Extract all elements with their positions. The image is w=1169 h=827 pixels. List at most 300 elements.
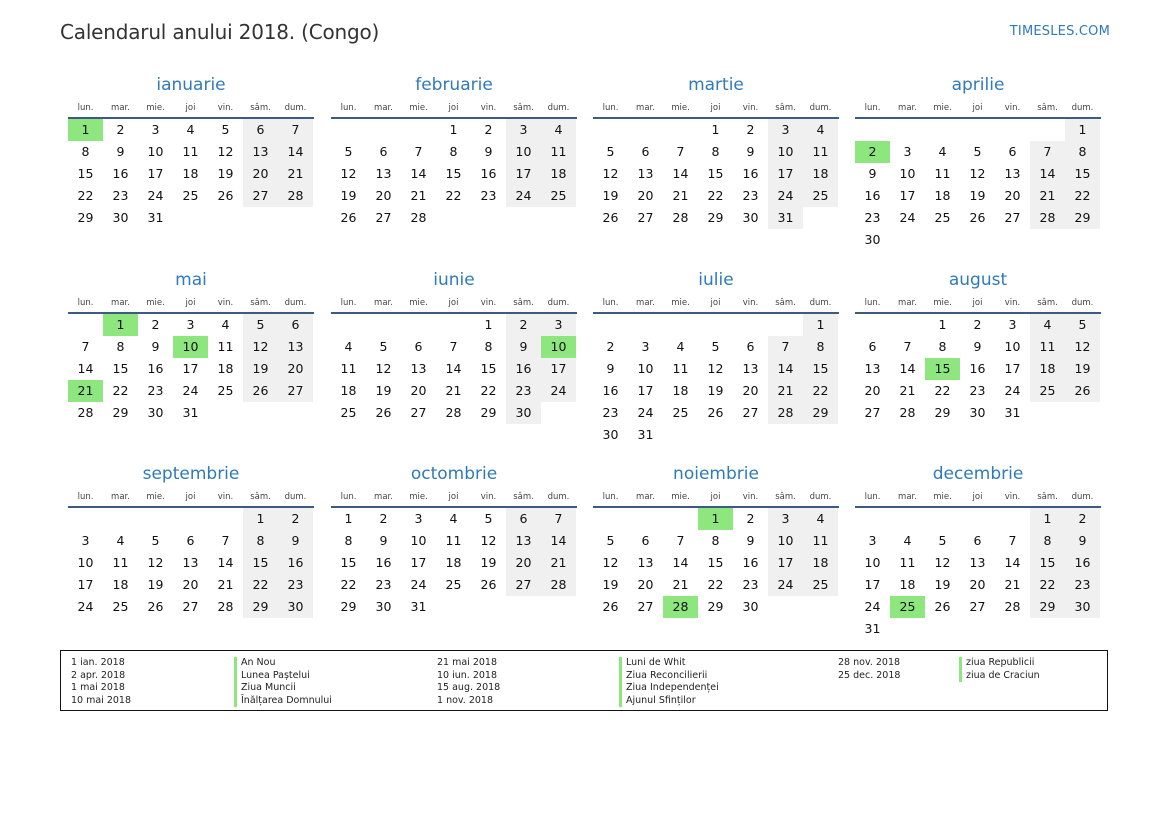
weekday-header (855, 99, 1101, 117)
day-cell: 7 (541, 508, 576, 530)
day-cell: 23 (602, 405, 619, 420)
weekday-label: vin. (480, 492, 497, 502)
month-octombrie (331, 462, 577, 618)
weekday-label: mar. (636, 298, 655, 308)
day-cell: 18 (445, 555, 462, 570)
empty-cell (103, 508, 138, 530)
day-cell: 6 (243, 119, 278, 141)
day-cell: 4 (186, 122, 195, 137)
day-cell: 25 (1030, 380, 1065, 402)
day-cell: 13 (1004, 166, 1021, 181)
day-cell: 30 (742, 599, 759, 614)
day-cell: 13 (864, 361, 881, 376)
day-cell: 21 (899, 383, 916, 398)
day-cell: 15 (1065, 163, 1100, 185)
day-cell: 12 (602, 555, 619, 570)
day-cell: 7 (278, 119, 313, 141)
weekday-label: vin. (742, 298, 759, 308)
day-cell: 26 (480, 577, 497, 592)
empty-cell (68, 314, 103, 336)
month-aprilie (855, 73, 1101, 251)
day-cell: 26 (934, 599, 951, 614)
holiday-day-cell: 25 (890, 596, 925, 618)
weekday-label: joi (972, 298, 983, 308)
weekday-label: sâm. (775, 103, 796, 113)
day-cell: 20 (969, 577, 986, 592)
weekday-header (593, 99, 839, 117)
weekday-label: sâm. (1037, 492, 1058, 502)
day-cell: 17 (768, 163, 803, 185)
empty-cell (1030, 119, 1065, 141)
weekday-label: dum. (547, 492, 570, 502)
day-cell: 24 (77, 599, 94, 614)
day-cell: 25 (340, 405, 357, 420)
day-cell: 11 (803, 530, 838, 552)
legend-holiday-name: An Nou (234, 657, 332, 670)
legend-date: 15 aug. 2018 (437, 682, 501, 694)
day-cell: 20 (410, 383, 427, 398)
weekday-label: lun. (602, 103, 619, 113)
legend-date: 1 mai 2018 (71, 682, 125, 694)
day-cell: 19 (602, 188, 619, 203)
day-cell: 27 (637, 599, 654, 614)
day-cell: 24 (410, 577, 427, 592)
holiday-day-cell: 28 (663, 596, 698, 618)
weekday-label: mar. (898, 103, 917, 113)
day-cell: 19 (217, 166, 234, 181)
day-cell: 26 (217, 188, 234, 203)
day-cell: 4 (344, 339, 353, 354)
day-cell: 10 (768, 141, 803, 163)
weekday-label: mar. (111, 492, 130, 502)
empty-cell (628, 314, 663, 336)
day-cell: 11 (217, 339, 234, 354)
day-cell: 5 (938, 533, 947, 548)
day-cell: 7 (676, 533, 685, 548)
holiday-day-cell: 10 (541, 336, 576, 358)
month-title: noiembrie (673, 464, 759, 484)
day-cell: 13 (506, 530, 541, 552)
weekday-label: mie. (146, 103, 165, 113)
weekday-label: dum. (1071, 298, 1094, 308)
day-cell: 17 (182, 361, 199, 376)
day-cell: 16 (742, 166, 759, 181)
day-cell: 27 (182, 599, 199, 614)
weekday-label: dum. (1071, 492, 1094, 502)
month-ianuarie (68, 73, 314, 229)
day-cell: 7 (81, 339, 90, 354)
empty-cell (331, 119, 366, 141)
day-cell: 11 (541, 141, 576, 163)
weekday-label: lun. (340, 103, 357, 113)
holiday-day-cell: 15 (925, 358, 960, 380)
weekday-label: mar. (374, 492, 393, 502)
day-cell: 8 (803, 336, 838, 358)
day-cell: 9 (151, 339, 160, 354)
day-cell: 14 (410, 166, 427, 181)
month-decembrie (855, 462, 1101, 640)
weekday-label: sâm. (513, 492, 534, 502)
month-mai (68, 268, 314, 424)
day-cell: 28 (672, 210, 689, 225)
day-cell: 5 (606, 533, 615, 548)
day-cell: 30 (506, 402, 541, 424)
day-cell: 19 (602, 577, 619, 592)
weekday-header (68, 488, 314, 506)
day-cell: 11 (182, 144, 199, 159)
day-cell: 28 (541, 574, 576, 596)
day-cell: 10 (77, 555, 94, 570)
page-title: Calendarul anului 2018. (Congo) (60, 20, 380, 44)
legend-holiday-name: ziua de Craciun (959, 670, 1040, 683)
weekday-label: lun. (340, 298, 357, 308)
day-cell: 9 (506, 336, 541, 358)
day-cell: 11 (1030, 336, 1065, 358)
weekday-label: lun. (77, 492, 94, 502)
day-cell: 29 (934, 405, 951, 420)
legend-holiday-name: ziua Republicii (959, 657, 1040, 670)
weekday-label: lun. (864, 103, 881, 113)
day-cell: 18 (803, 552, 838, 574)
day-cell: 15 (77, 166, 94, 181)
day-cell: 24 (182, 383, 199, 398)
day-cell: 27 (637, 210, 654, 225)
weekday-label: vin. (1004, 298, 1021, 308)
weekday-label: vin. (217, 298, 234, 308)
day-cell: 31 (637, 427, 654, 442)
day-cell: 22 (480, 383, 497, 398)
day-cell: 15 (707, 166, 724, 181)
day-cell: 3 (868, 533, 877, 548)
day-cell: 8 (938, 339, 947, 354)
day-cell: 21 (768, 380, 803, 402)
day-cell: 17 (506, 163, 541, 185)
day-cell: 20 (742, 383, 759, 398)
day-cell: 22 (243, 574, 278, 596)
day-cell: 6 (186, 533, 195, 548)
day-cell: 9 (379, 533, 388, 548)
day-cell: 17 (864, 577, 881, 592)
day-cell: 3 (768, 508, 803, 530)
weekday-label: mie. (409, 492, 428, 502)
day-cell: 2 (484, 122, 493, 137)
days-grid (855, 119, 1101, 251)
day-cell: 24 (899, 210, 916, 225)
day-cell: 5 (221, 122, 230, 137)
day-cell: 17 (147, 166, 164, 181)
day-cell: 12 (969, 166, 986, 181)
day-cell: 1 (344, 511, 353, 526)
day-cell: 23 (480, 188, 497, 203)
weekday-label: lun. (77, 103, 94, 113)
day-cell: 23 (742, 188, 759, 203)
day-cell: 14 (899, 361, 916, 376)
day-cell: 21 (672, 188, 689, 203)
day-cell: 25 (112, 599, 129, 614)
empty-cell (68, 508, 103, 530)
weekday-label: mie. (146, 492, 165, 502)
day-cell: 14 (1004, 555, 1021, 570)
day-cell: 16 (147, 361, 164, 376)
day-cell: 28 (899, 405, 916, 420)
days-grid (331, 314, 577, 424)
days-grid (855, 508, 1101, 640)
day-cell: 30 (969, 405, 986, 420)
day-cell: 15 (707, 555, 724, 570)
day-cell: 9 (746, 144, 755, 159)
month-title: aprilie (951, 75, 1005, 95)
empty-cell (401, 314, 436, 336)
day-cell: 24 (768, 574, 803, 596)
day-cell: 27 (742, 405, 759, 420)
day-cell: 5 (379, 339, 388, 354)
day-cell: 15 (243, 552, 278, 574)
day-cell: 20 (1004, 188, 1021, 203)
day-cell: 19 (707, 383, 724, 398)
day-cell: 22 (803, 380, 838, 402)
day-cell: 18 (672, 383, 689, 398)
day-cell: 22 (707, 188, 724, 203)
weekday-label: dum. (809, 103, 832, 113)
day-cell: 10 (637, 361, 654, 376)
day-cell: 20 (637, 577, 654, 592)
day-cell: 20 (864, 383, 881, 398)
empty-cell (173, 508, 208, 530)
day-cell: 6 (278, 314, 313, 336)
day-cell: 14 (672, 555, 689, 570)
weekday-label: mie. (671, 103, 690, 113)
day-cell: 20 (375, 188, 392, 203)
day-cell: 25 (182, 188, 199, 203)
empty-cell (401, 119, 436, 141)
days-grid (331, 508, 577, 618)
weekday-header (855, 294, 1101, 312)
day-cell: 7 (221, 533, 230, 548)
weekday-label: mar. (636, 103, 655, 113)
day-cell: 27 (410, 405, 427, 420)
day-cell: 2 (151, 317, 160, 332)
day-cell: 20 (506, 552, 541, 574)
legend-holiday-name: Ziua Muncii (234, 682, 332, 695)
weekday-label: mar. (374, 298, 393, 308)
day-cell: 26 (602, 210, 619, 225)
day-cell: 28 (445, 405, 462, 420)
weekday-label: joi (710, 492, 721, 502)
day-cell: 2 (973, 317, 982, 332)
day-cell: 5 (344, 144, 353, 159)
day-cell: 25 (803, 185, 838, 207)
day-cell: 3 (1008, 317, 1017, 332)
day-cell: 11 (445, 533, 462, 548)
weekday-label: lun. (602, 492, 619, 502)
day-cell: 12 (217, 144, 234, 159)
weekday-label: sâm. (250, 298, 271, 308)
day-cell: 17 (410, 555, 427, 570)
day-cell: 22 (340, 577, 357, 592)
day-cell: 5 (606, 144, 615, 159)
weekday-header (331, 99, 577, 117)
weekday-label: dum. (284, 298, 307, 308)
day-cell: 1 (711, 122, 720, 137)
day-cell: 12 (243, 336, 278, 358)
day-cell: 17 (768, 552, 803, 574)
day-cell: 24 (768, 185, 803, 207)
day-cell: 19 (480, 555, 497, 570)
day-cell: 18 (182, 166, 199, 181)
day-cell: 23 (506, 380, 541, 402)
day-cell: 16 (375, 555, 392, 570)
weekday-label: mar. (111, 103, 130, 113)
weekday-label: mie. (933, 492, 952, 502)
day-cell: 22 (1065, 185, 1100, 207)
day-cell: 27 (375, 210, 392, 225)
day-cell: 8 (116, 339, 125, 354)
day-cell: 30 (1065, 596, 1100, 618)
day-cell: 17 (1004, 361, 1021, 376)
day-cell: 20 (278, 358, 313, 380)
empty-cell (995, 119, 1030, 141)
day-cell: 12 (147, 555, 164, 570)
weekday-label: mar. (898, 298, 917, 308)
day-cell: 8 (484, 339, 493, 354)
day-cell: 19 (934, 577, 951, 592)
holiday-legend (60, 650, 1108, 711)
day-cell: 9 (484, 144, 493, 159)
day-cell: 6 (641, 533, 650, 548)
weekday-label: sâm. (513, 103, 534, 113)
day-cell: 30 (278, 596, 313, 618)
weekday-header (593, 294, 839, 312)
empty-cell (628, 119, 663, 141)
day-cell: 2 (379, 511, 388, 526)
day-cell: 12 (707, 361, 724, 376)
legend-holiday-name: Lunea Paștelui (234, 670, 332, 683)
day-cell: 6 (641, 144, 650, 159)
day-cell: 21 (541, 552, 576, 574)
day-cell: 14 (1030, 163, 1065, 185)
day-cell: 5 (711, 339, 720, 354)
day-cell: 2 (1065, 508, 1100, 530)
empty-cell (698, 314, 733, 336)
weekday-header (68, 99, 314, 117)
day-cell: 31 (864, 621, 881, 636)
day-cell: 12 (602, 166, 619, 181)
day-cell: 5 (484, 511, 493, 526)
day-cell: 30 (112, 210, 129, 225)
day-cell: 4 (541, 119, 576, 141)
empty-cell (331, 314, 366, 336)
day-cell: 26 (707, 405, 724, 420)
weekday-label: vin. (480, 298, 497, 308)
weekday-label: sâm. (1037, 298, 1058, 308)
day-cell: 4 (803, 508, 838, 530)
day-cell: 29 (480, 405, 497, 420)
weekday-label: sâm. (775, 492, 796, 502)
day-cell: 1 (484, 317, 493, 332)
day-cell: 23 (112, 188, 129, 203)
day-cell: 28 (1004, 599, 1021, 614)
day-cell: 25 (934, 210, 951, 225)
day-cell: 11 (340, 361, 357, 376)
legend-date: 25 dec. 2018 (838, 669, 901, 681)
day-cell: 29 (243, 596, 278, 618)
month-title: iunie (433, 270, 475, 290)
day-cell: 15 (480, 361, 497, 376)
day-cell: 24 (864, 599, 881, 614)
day-cell: 19 (1065, 358, 1100, 380)
legend-dates-col-1 (71, 657, 131, 707)
weekday-label: mar. (898, 492, 917, 502)
day-cell: 20 (243, 163, 278, 185)
weekday-label: dum. (284, 492, 307, 502)
day-cell: 10 (768, 530, 803, 552)
legend-date: 10 iun. 2018 (437, 669, 498, 681)
day-cell: 4 (938, 144, 947, 159)
day-cell: 29 (707, 210, 724, 225)
empty-cell (890, 119, 925, 141)
day-cell: 21 (445, 383, 462, 398)
weekday-label: mar. (374, 103, 393, 113)
day-cell: 3 (903, 144, 912, 159)
weekday-label: vin. (742, 492, 759, 502)
day-cell: 18 (803, 163, 838, 185)
day-cell: 20 (182, 577, 199, 592)
day-cell: 9 (746, 533, 755, 548)
holiday-day-cell: 2 (855, 141, 890, 163)
weekday-label: mie. (671, 298, 690, 308)
day-cell: 5 (1065, 314, 1100, 336)
day-cell: 14 (278, 141, 313, 163)
weekday-label: vin. (1004, 492, 1021, 502)
day-cell: 8 (711, 144, 720, 159)
day-cell: 12 (480, 533, 497, 548)
day-cell: 10 (899, 166, 916, 181)
empty-cell (855, 314, 890, 336)
empty-cell (925, 508, 960, 530)
weekday-header (68, 294, 314, 312)
brand-link[interactable]: TIMESLES.COM (1009, 24, 1110, 39)
day-cell: 16 (1065, 552, 1100, 574)
day-cell: 14 (77, 361, 94, 376)
day-cell: 24 (1004, 383, 1021, 398)
day-cell: 14 (672, 166, 689, 181)
month-iulie (593, 268, 839, 446)
day-cell: 12 (1065, 336, 1100, 358)
weekday-label: joi (448, 103, 459, 113)
day-cell: 25 (803, 574, 838, 596)
day-cell: 9 (1065, 530, 1100, 552)
day-cell: 2 (746, 511, 755, 526)
day-cell: 8 (711, 533, 720, 548)
day-cell: 7 (676, 144, 685, 159)
legend-names-col-3 (959, 657, 1040, 682)
weekday-header (331, 488, 577, 506)
day-cell: 10 (147, 144, 164, 159)
day-cell: 28 (278, 185, 313, 207)
holiday-day-cell: 21 (68, 380, 103, 402)
weekday-label: lun. (864, 298, 881, 308)
day-cell: 30 (742, 210, 759, 225)
weekday-label: sâm. (1037, 103, 1058, 113)
day-cell: 14 (217, 555, 234, 570)
day-cell: 29 (803, 402, 838, 424)
day-cell: 30 (602, 427, 619, 442)
empty-cell (138, 508, 173, 530)
day-cell: 13 (637, 555, 654, 570)
day-cell: 30 (375, 599, 392, 614)
day-cell: 26 (340, 210, 357, 225)
day-cell: 8 (449, 144, 458, 159)
